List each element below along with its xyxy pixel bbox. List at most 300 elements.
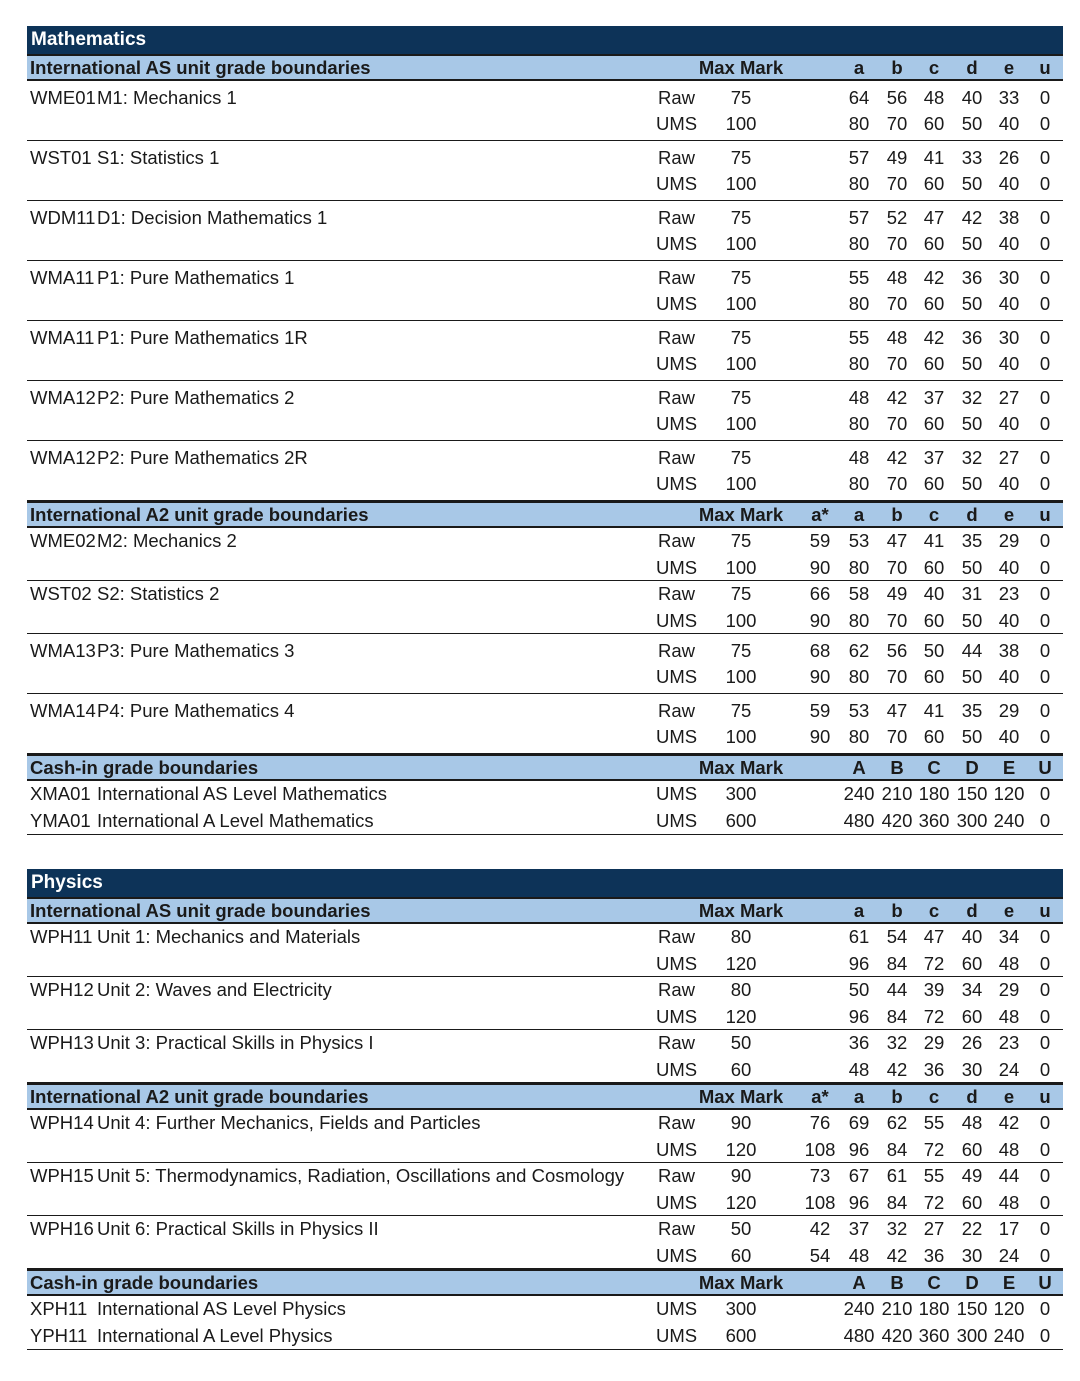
ums-boundary: 50 [961,113,983,135]
grade-header: d [966,503,978,525]
ums-boundary: 30 [961,1244,983,1266]
grade-header: D [965,756,979,778]
cashin-row [27,1323,1063,1350]
unit-title: P2: Pure Mathematics 2 [97,386,295,408]
raw-max-mark: 75 [730,266,752,288]
raw-boundary: 0 [1039,86,1051,108]
raw-max-mark: 75 [730,206,752,228]
raw-boundary: 39 [923,979,945,1001]
cashin-boundary: 210 [881,1298,913,1320]
raw-boundary: 0 [1039,926,1051,948]
raw-boundary: 47 [923,206,945,228]
grade-header: a [853,503,865,525]
ums-boundary: 40 [998,113,1020,135]
ums-boundary: 84 [886,1191,908,1213]
ums-boundary: 72 [923,1191,945,1213]
ums-boundary: 80 [848,473,870,495]
raw-boundary: 42 [886,386,908,408]
ums-boundary: 60 [961,952,983,974]
qualification-title: International AS Level Physics [97,1298,346,1320]
raw-boundary: 33 [998,86,1020,108]
ums-label: UMS [656,353,698,375]
raw-boundary: 57 [848,206,870,228]
raw-boundary: 30 [998,326,1020,348]
raw-boundary: 29 [998,699,1020,721]
unit-block [27,261,1063,321]
raw-boundary: 54 [886,926,908,948]
ums-boundary: 40 [998,666,1020,688]
ums-max-mark: 60 [730,1058,752,1080]
ums-row [27,1190,1063,1217]
ums-boundary: 70 [886,353,908,375]
raw-boundary: 0 [1039,583,1051,605]
grade-header: b [891,56,903,78]
raw-boundary: 69 [848,1112,870,1134]
ums-max-mark: 120 [725,952,757,974]
raw-boundary: 50 [848,979,870,1001]
raw-row [27,445,1063,472]
raw-max-mark: 90 [730,1165,752,1187]
cashin-boundary: 0 [1039,1324,1051,1346]
ums-boundary: 60 [961,1005,983,1027]
raw-boundary: 62 [848,639,870,661]
ums-max-mark: 120 [725,1191,757,1213]
raw-boundary: 41 [923,699,945,721]
ums-label: UMS [656,473,698,495]
ums-max-mark: 100 [725,413,757,435]
raw-max-mark: 50 [730,1218,752,1240]
raw-row [27,581,1063,608]
ums-boundary: 70 [886,556,908,578]
raw-label: Raw [658,1032,696,1054]
ums-boundary: 48 [848,1244,870,1266]
section-header [27,754,1063,781]
raw-boundary: 29 [998,979,1020,1001]
ums-max-mark: 100 [725,473,757,495]
ums-boundary: 50 [961,233,983,255]
ums-row [27,1057,1063,1084]
ums-boundary: 70 [886,113,908,135]
unit-block [27,694,1063,754]
raw-boundary: 17 [998,1218,1020,1240]
raw-boundary: 0 [1039,266,1051,288]
raw-boundary: 61 [886,1165,908,1187]
cashin-boundary: 300 [956,1324,988,1346]
raw-boundary: 31 [961,583,983,605]
ums-boundary: 0 [1039,473,1051,495]
ums-boundary: 80 [848,726,870,748]
raw-boundary: 32 [961,446,983,468]
subject-physics [27,869,1063,1350]
raw-row [27,145,1063,172]
max-mark-header: Max Mark [698,56,784,78]
raw-boundary: 32 [961,386,983,408]
raw-boundary: 42 [923,326,945,348]
ums-boundary: 60 [923,293,945,315]
section-header [27,897,1063,924]
ums-boundary: 50 [961,556,983,578]
ums-boundary: 70 [886,726,908,748]
cashin-boundary: 360 [918,1324,950,1346]
ums-boundary: 108 [804,1138,836,1160]
raw-boundary: 49 [961,1165,983,1187]
ums-boundary: 90 [809,556,831,578]
ums-boundary: 48 [998,1005,1020,1027]
ums-label: UMS [656,1005,698,1027]
raw-boundary: 47 [886,530,908,552]
raw-max-mark: 75 [730,146,752,168]
section-heading: International AS unit grade boundaries [30,899,371,921]
ums-boundary: 48 [998,1191,1020,1213]
ums-row [27,351,1063,378]
unit-block [27,1163,1063,1216]
ums-label: UMS [656,293,698,315]
raw-label: Raw [658,386,696,408]
section-heading: International A2 unit grade boundaries [30,503,369,525]
ums-boundary: 54 [809,1244,831,1266]
raw-label: Raw [658,446,696,468]
cashin-boundary: 240 [993,1324,1025,1346]
raw-max-mark: 50 [730,1032,752,1054]
grade-header: u [1039,56,1051,78]
raw-label: Raw [658,979,696,1001]
raw-row [27,924,1063,951]
ums-boundary: 70 [886,609,908,631]
raw-max-mark: 75 [730,446,752,468]
raw-boundary: 0 [1039,1112,1051,1134]
ums-boundary: 42 [886,1058,908,1080]
raw-label: Raw [658,530,696,552]
grade-header: U [1038,1271,1052,1293]
raw-row [27,1110,1063,1137]
ums-boundary: 72 [923,1005,945,1027]
raw-boundary: 47 [923,926,945,948]
raw-row [27,1216,1063,1243]
ums-boundary: 80 [848,173,870,195]
raw-row [27,265,1063,292]
section-header [27,54,1063,81]
raw-label: Raw [658,206,696,228]
ums-boundary: 50 [961,473,983,495]
ums-boundary: 0 [1039,233,1051,255]
max-mark: 600 [725,809,757,831]
ums-row [27,608,1063,635]
ums-boundary: 60 [923,413,945,435]
unit-code: WMA11 [30,326,95,348]
unit-code: WMA13 [30,639,96,661]
unit-title: D1: Decision Mathematics 1 [97,206,328,228]
ums-boundary: 90 [809,609,831,631]
section-heading: Cash-in grade boundaries [30,756,259,778]
raw-row [27,977,1063,1004]
section-heading: International AS unit grade boundaries [30,56,371,78]
ums-boundary: 96 [848,1138,870,1160]
raw-boundary: 29 [923,1032,945,1054]
ums-boundary: 90 [809,726,831,748]
unit-block [27,321,1063,381]
raw-row [27,528,1063,555]
unit-code: WMA14 [30,699,96,721]
grade-header: u [1039,899,1051,921]
raw-max-mark: 75 [730,386,752,408]
raw-label: Raw [658,583,696,605]
grade-header: C [927,1271,941,1293]
ums-label: UMS [656,1324,698,1346]
unit-block [27,81,1063,141]
unit-title: Unit 4: Further Mechanics, Fields and Particles [97,1112,481,1134]
raw-boundary: 23 [998,1032,1020,1054]
grade-header: B [890,756,904,778]
ums-boundary: 0 [1039,113,1051,135]
ums-boundary: 60 [923,113,945,135]
raw-boundary: 36 [961,326,983,348]
raw-boundary: 55 [848,266,870,288]
raw-boundary: 44 [961,639,983,661]
ums-label: UMS [656,1058,698,1080]
unit-title: M2: Mechanics 2 [97,530,237,552]
ums-boundary: 80 [848,609,870,631]
ums-label: UMS [656,1191,698,1213]
raw-boundary: 0 [1039,326,1051,348]
raw-boundary: 22 [961,1218,983,1240]
ums-label: UMS [656,413,698,435]
ums-row [27,411,1063,438]
ums-boundary: 80 [848,666,870,688]
ums-boundary: 72 [923,952,945,974]
unit-title: Unit 2: Waves and Electricity [97,979,332,1001]
raw-label: Raw [658,146,696,168]
cashin-block [27,781,1063,835]
ums-row [27,724,1063,751]
unit-block [27,381,1063,441]
raw-max-mark: 80 [730,926,752,948]
ums-max-mark: 100 [725,173,757,195]
raw-boundary: 0 [1039,1165,1051,1187]
ums-boundary: 60 [923,233,945,255]
max-mark-header: Max Mark [698,756,784,778]
ums-boundary: 36 [923,1058,945,1080]
unit-title: P4: Pure Mathematics 4 [97,699,295,721]
qualification-code: XPH11 [30,1298,88,1320]
raw-boundary: 50 [923,639,945,661]
raw-row [27,698,1063,725]
ums-boundary: 80 [848,113,870,135]
ums-boundary: 40 [998,413,1020,435]
ums-boundary: 0 [1039,1138,1051,1160]
grade-header: c [928,899,940,921]
ums-label: UMS [656,113,698,135]
ums-boundary: 40 [998,726,1020,748]
raw-row [27,1163,1063,1190]
ums-row [27,1243,1063,1270]
raw-boundary: 0 [1039,699,1051,721]
ums-boundary: 40 [998,293,1020,315]
grade-header: a* [811,1085,829,1107]
ums-boundary: 0 [1039,1058,1051,1080]
unit-title: Unit 6: Practical Skills in Physics II [97,1218,379,1240]
raw-row [27,1030,1063,1057]
raw-label: Raw [658,326,696,348]
unit-code: WPH16 [30,1218,94,1240]
ums-row [27,951,1063,978]
cashin-boundary: 210 [881,783,913,805]
raw-label: Raw [658,1218,696,1240]
ums-boundary: 0 [1039,293,1051,315]
ums-boundary: 70 [886,173,908,195]
raw-boundary: 36 [961,266,983,288]
unit-title: P3: Pure Mathematics 3 [97,639,295,661]
ums-row [27,1137,1063,1164]
cashin-boundary: 120 [993,783,1025,805]
raw-boundary: 62 [886,1112,908,1134]
raw-boundary: 55 [923,1165,945,1187]
ums-boundary: 48 [848,1058,870,1080]
ums-boundary: 40 [998,233,1020,255]
raw-boundary: 42 [886,446,908,468]
raw-boundary: 58 [848,583,870,605]
grade-header: C [927,756,941,778]
raw-boundary: 36 [848,1032,870,1054]
unit-title: P2: Pure Mathematics 2R [97,446,308,468]
raw-boundary: 67 [848,1165,870,1187]
raw-boundary: 48 [923,86,945,108]
grade-header: A [852,1271,866,1293]
unit-block [27,441,1063,501]
raw-max-mark: 75 [730,530,752,552]
cashin-boundary: 420 [881,809,913,831]
ums-boundary: 30 [961,1058,983,1080]
cashin-boundary: 180 [918,783,950,805]
ums-boundary: 70 [886,293,908,315]
raw-boundary: 26 [961,1032,983,1054]
ums-label: UMS [656,1244,698,1266]
raw-boundary: 66 [809,583,831,605]
ums-boundary: 80 [848,233,870,255]
ums-boundary: 80 [848,353,870,375]
raw-boundary: 53 [848,699,870,721]
ums-row [27,555,1063,582]
ums-boundary: 50 [961,173,983,195]
section-header [27,501,1063,528]
raw-boundary: 35 [961,530,983,552]
cashin-boundary: 300 [956,809,988,831]
ums-row [27,1004,1063,1031]
ums-boundary: 96 [848,1191,870,1213]
unit-code: WME02 [30,530,96,552]
raw-boundary: 76 [809,1112,831,1134]
max-mark: 300 [725,783,757,805]
ums-boundary: 0 [1039,173,1051,195]
raw-max-mark: 80 [730,979,752,1001]
raw-boundary: 0 [1039,1218,1051,1240]
grade-header: a [853,56,865,78]
qualification-title: International AS Level Mathematics [97,783,387,805]
ums-boundary: 60 [961,1138,983,1160]
unit-code: WPH14 [30,1112,94,1134]
raw-boundary: 59 [809,699,831,721]
raw-row [27,385,1063,412]
ums-boundary: 0 [1039,413,1051,435]
ums-boundary: 60 [923,353,945,375]
unit-block [27,634,1063,694]
cashin-boundary: 240 [843,783,875,805]
grade-header: e [1003,1085,1015,1107]
raw-boundary: 61 [848,926,870,948]
ums-boundary: 80 [848,556,870,578]
raw-boundary: 0 [1039,446,1051,468]
unit-code: WPH15 [30,1165,94,1187]
ums-label: UMS [656,726,698,748]
raw-boundary: 52 [886,206,908,228]
ums-boundary: 40 [998,473,1020,495]
raw-boundary: 37 [848,1218,870,1240]
raw-label: Raw [658,926,696,948]
max-mark: 300 [725,1298,757,1320]
raw-boundary: 0 [1039,146,1051,168]
raw-boundary: 33 [961,146,983,168]
raw-label: Raw [658,266,696,288]
raw-boundary: 64 [848,86,870,108]
grade-header: d [966,1085,978,1107]
max-mark: 600 [725,1324,757,1346]
raw-row [27,638,1063,665]
raw-boundary: 30 [998,266,1020,288]
ums-boundary: 0 [1039,609,1051,631]
raw-boundary: 27 [998,386,1020,408]
raw-row [27,85,1063,112]
ums-label: UMS [656,666,698,688]
unit-code: WPH11 [30,926,93,948]
subject-title: Physics [27,869,1063,897]
raw-boundary: 48 [848,446,870,468]
grade-header: c [928,1085,940,1107]
cashin-boundary: 120 [993,1298,1025,1320]
grade-header: U [1038,756,1052,778]
unit-block [27,1110,1063,1163]
grade-header: D [965,1271,979,1293]
ums-boundary: 0 [1039,666,1051,688]
raw-boundary: 0 [1039,386,1051,408]
ums-boundary: 48 [998,952,1020,974]
cashin-boundary: 360 [918,809,950,831]
raw-boundary: 44 [886,979,908,1001]
max-mark-header: Max Mark [698,899,784,921]
unit-title: S2: Statistics 2 [97,583,220,605]
raw-boundary: 48 [848,386,870,408]
unit-title: Unit 3: Practical Skills in Physics I [97,1032,374,1054]
raw-max-mark: 75 [730,639,752,661]
raw-label: Raw [658,699,696,721]
ums-boundary: 50 [961,666,983,688]
ums-boundary: 40 [998,173,1020,195]
max-mark-header: Max Mark [698,1271,784,1293]
qualification-title: International A Level Mathematics [97,809,374,831]
ums-boundary: 0 [1039,1191,1051,1213]
cashin-boundary: 150 [956,1298,988,1320]
raw-boundary: 38 [998,206,1020,228]
ums-boundary: 70 [886,473,908,495]
raw-boundary: 55 [923,1112,945,1134]
cashin-row [27,1296,1063,1323]
ums-boundary: 48 [998,1138,1020,1160]
grade-header: E [1002,1271,1016,1293]
section-heading: Cash-in grade boundaries [30,1271,259,1293]
raw-max-mark: 75 [730,699,752,721]
cashin-boundary: 180 [918,1298,950,1320]
unit-block [27,141,1063,201]
unit-block [27,924,1063,977]
cashin-boundary: 480 [843,1324,875,1346]
